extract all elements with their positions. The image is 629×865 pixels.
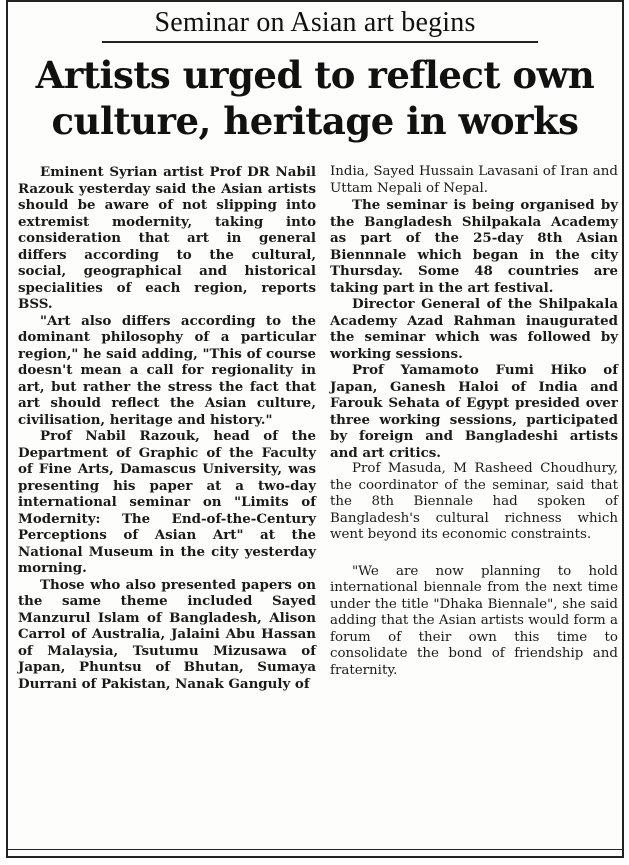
paragraph: Prof Yamamoto Fumi Hiko of Japan, Ganesh Haloi of India and Farouk Sehata of Egypt presided over three working sessions, participated by foreign and Bangladeshi artists and art critics. bbox=[330, 362, 618, 461]
article-kicker: Seminar on Asian art begins bbox=[154, 7, 476, 38]
paragraph: Eminent Syrian artist Prof DR Nabil Razouk yesterday said the Asian artists should be aware of not slipping into extremist modernity, taking into consideration that art in general differs according to the cultural, social, geographical and historical specialities of each region, reports BSS. bbox=[18, 164, 316, 312]
paragraph: "Art also differs according to the dominant philosophy of a particular region," he said adding, "This of course doesn't mean a call for regionality in art, but rather the stress the fact that art should reflect the Asian culture, civilisation, heritage and history." bbox=[18, 312, 316, 428]
paragraph: "We are now planning to hold international biennale from the next time under the title "Dhaka Biennale", she said adding that the Asian artists would form a forum of their own this time to consolidate the bond of friendship and fraternity. bbox=[330, 563, 618, 678]
paragraph: Prof Masuda, M Rasheed Choudhury, the coordinator of the seminar, said that the 8th Biennale had spoken of Bangladesh's cultural richness which went beyond its economic constraints. bbox=[330, 461, 618, 542]
bottom-border bbox=[8, 849, 622, 856]
article-column-right bbox=[330, 164, 618, 679]
column-gap bbox=[330, 544, 618, 564]
paragraph: Director General of the Shilpakala Academy Azad Rahman inaugurated the seminar which was followed by working sessions. bbox=[330, 296, 618, 362]
article-column-left bbox=[18, 164, 316, 692]
paragraph: Those who also presented papers on the same theme included Sayed Manzurul Islam of Bangladesh, Alison Carrol of Australia, Jalaini Abu Hassan of Malaysia, Tsutumu Mizusawa of Japan, Phuntsu of Bhutan, Sumaya Durrani of Pakistan, Nanak Ganguly of bbox=[18, 576, 316, 692]
top-border bbox=[8, 0, 622, 2]
kicker-underline bbox=[102, 41, 538, 43]
paragraph: The seminar is being organised by the Bangladesh Shilpakala Academy as part of the 25-day 8th Asian Biennnale which began in the city Thursday. Some 48 countries are taking part in the art festival. bbox=[330, 197, 618, 296]
article-headline: Artists urged to reflect own culture, heritage in works bbox=[35, 53, 595, 143]
newspaper-clipping bbox=[6, 0, 624, 858]
paragraph: Prof Nabil Razouk, head of the Department of Graphic of the Faculty of Fine Arts, Damascus University, was presenting his paper at a two-day international seminar on "Limits of Modernity: The End-of-the-Century Perceptions of Asian Art" at the National Museum in the city yesterday morning. bbox=[18, 428, 316, 576]
paragraph: India, Sayed Hussain Lavasani of Iran and Uttam Nepali of Nepal. bbox=[330, 164, 618, 196]
